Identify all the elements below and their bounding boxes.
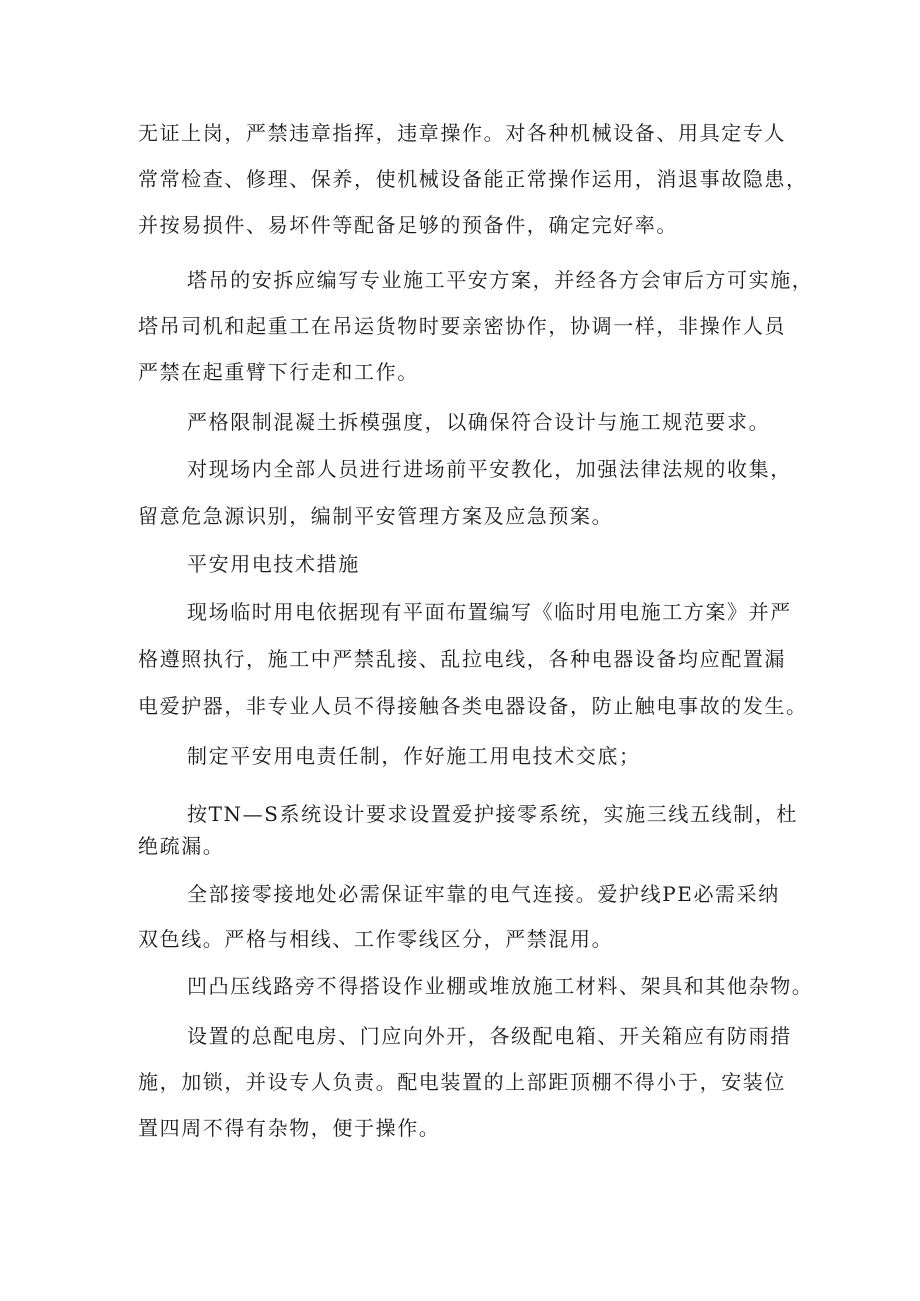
text-line: 格遵照执行，施工中严禁乱接、乱拉电线，各种电器设备均应配置漏 [138,647,786,671]
text-line: 留意危急源识别，编制平安管理方案及应急预案。 [138,504,614,528]
text-line: 严格限制混凝土拆模强度，以确保符合设计与施工规范要求。 [187,410,771,434]
text-line: 无证上岗，严禁违章指挥，违章操作。对各种机械设备、用具定专人 [138,121,786,145]
text-line: 全部接零接地处必需保证牢靠的电气连接。爱护线PE必需采纳 [187,882,780,906]
text-line: 凹凸压线路旁不得搭设作业棚或堆放施工材料、架具和其他杂物。 [187,974,814,998]
text-line: 电爱护器，非专业人员不得接触各类电器设备，防止触电事故的发生。 [138,694,808,718]
text-line: 设置的总配电房、门应向外开，各级配电箱、开关箱应有防雨措 [187,1024,792,1048]
text-line: 按TN—S系统设计要求设置爱护接零系统，实施三线五线制，杜 [187,802,798,826]
text-line: 双色线。严格与相线、工作零线区分，严禁混用。 [138,927,614,951]
text-line: 对现场内全部人员进行进场前平安教化，加强法律法规的收集， [187,457,792,481]
text-line: 严禁在起重臂下行走和工作。 [138,360,419,384]
text-line: 制定平安用电责任制，作好施工用电技术交底； [187,744,641,768]
text-line: 施，加锁，并设专人负责。配电装置的上部距顶棚不得小于，安装位 [138,1070,786,1094]
text-line: 绝疏漏。 [138,834,225,858]
text-line: 并按易损件、易坏件等配备足够的预备件，确定完好率。 [138,213,678,237]
text-line: 现场临时用电依据现有平面布置编写《临时用电施工方案》并严 [187,600,792,624]
text-line: 置四周不得有杂物，便于操作。 [138,1116,441,1140]
section-heading: 平安用电技术措施 [187,552,360,576]
text-line: 塔吊的安拆应编写专业施工平安方案，并经各方会审后方可实施， [187,268,814,292]
text-line: 塔吊司机和起重工在吊运货物时要亲密协作，协调一样，非操作人员 [138,314,786,338]
text-line: 常常检查、修理、保养，使机械设备能正常操作运用，消退事故隐患， [138,167,808,191]
